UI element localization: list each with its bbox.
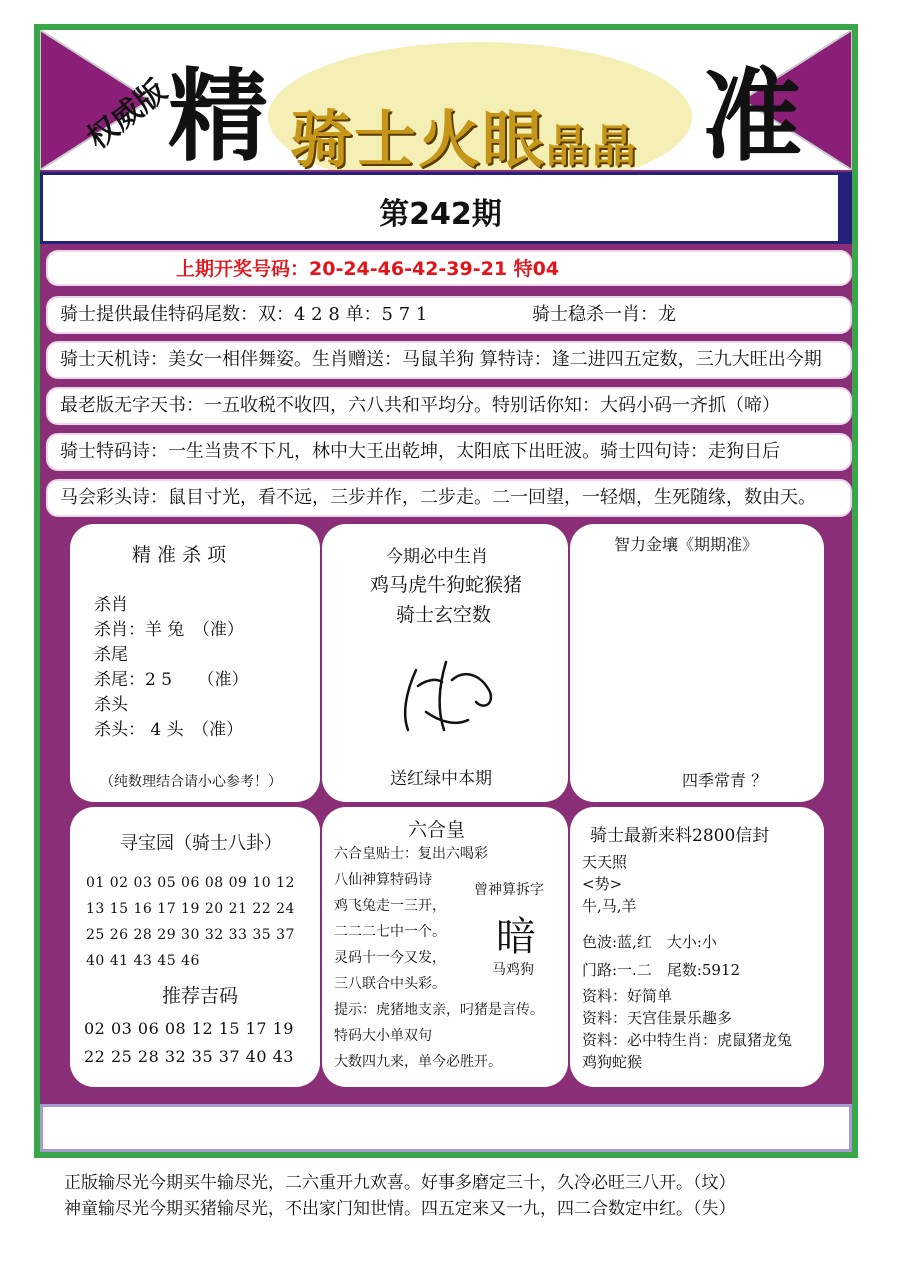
- tail-numbers: 骑士提供最佳特码尾数：双：4 2 8 单：5 7 1: [60, 304, 428, 325]
- latest-line: 资料：好简单: [582, 987, 673, 1005]
- kill-note: （纯数理结合请小心参考！）: [100, 774, 282, 790]
- info-row-1: [46, 296, 852, 334]
- kill-line: 杀尾：2 5 （准）: [94, 670, 249, 690]
- treasure-row: 25 26 28 29 30 32 33 35 37: [86, 927, 295, 943]
- right-top-foot: 四季常青 ？: [682, 771, 768, 790]
- info-row-3: [46, 387, 852, 425]
- liuhe-line: 六合皇贴士：复出六喝彩: [334, 846, 488, 862]
- liuhe-line: 八仙神算特码诗: [334, 872, 432, 888]
- footer-line-1: 正版输尽光今期买牛输尽光，二六重开九欢喜。好事多磨定三十，久冷必旺三八开。（坟）: [64, 1173, 736, 1193]
- info-row-4: [46, 433, 852, 471]
- latest-title: 骑士最新来料2800信封: [590, 826, 770, 846]
- treasure-row: 13 15 16 17 19 20 21 22 24: [86, 901, 295, 917]
- latest-line: 色波:蓝,红 大小:小: [582, 933, 717, 951]
- right-top-box: [570, 524, 824, 802]
- kill-line: 杀头: [94, 695, 128, 715]
- liuhe-line: 特码大小单双句: [334, 1028, 432, 1044]
- liuhe-line: 鸡飞兔走一三开，: [334, 898, 446, 914]
- issue-bar: [40, 172, 852, 244]
- recommend-title: 推荐吉码: [162, 985, 239, 1007]
- treasure-box: [70, 807, 320, 1087]
- latest-line: 门路:一.二 尾数:5912: [582, 961, 741, 979]
- chaizi-sub: 马鸡狗: [492, 962, 534, 978]
- liuhe-line: 提示：虎猪地支亲，叼猪是言传。: [334, 1002, 544, 1018]
- liuhe-line: 大数四九来，单今必胜开。: [334, 1054, 502, 1070]
- chaizi-char: 暗: [496, 914, 536, 960]
- kill-line: 杀尾: [94, 645, 128, 665]
- zodiac-animals: 鸡马虎牛狗蛇猴猪: [370, 574, 523, 596]
- right-big-char: 准: [702, 57, 802, 170]
- chaizi-title: 曾神算拆字: [474, 882, 544, 898]
- liuhe-line: 二二二七中一个。: [334, 924, 446, 940]
- footer-line-2: 神童输尽光今期买猪输尽光，不出家门知世情。四五定来又一九，四二合数定中红。（失）: [64, 1199, 736, 1219]
- zodiac-sub: 骑士玄空数: [396, 604, 492, 626]
- kill-zodiac: 骑士稳杀一肖：龙: [532, 304, 676, 325]
- liuhe-title: 六合皇: [408, 819, 466, 841]
- kill-title: 精 准 杀 项: [132, 544, 227, 566]
- zodiac-box: [322, 524, 568, 802]
- badge-label: 权威版: [80, 73, 174, 157]
- last-draw-numbers: 上期开奖号码：20-24-46-42-39-21 特04: [176, 258, 560, 280]
- liuhe-line: 灵码十一今又发，: [334, 950, 446, 966]
- handwritten-glyph: [396, 652, 506, 736]
- kill-line: 杀头： 4 头 （准）: [94, 720, 244, 740]
- blank-bottom-bar: [40, 1104, 852, 1152]
- treasure-row: 40 41 43 45 46: [86, 953, 200, 969]
- poem-line: 最老版无字天书：一五收税不收四，六八共和平均分。特别话你知：大码小码一齐抓（啼）: [60, 395, 780, 416]
- treasure-row: 01 02 03 05 06 08 09 10 12: [86, 875, 295, 891]
- info-row-2: [46, 341, 852, 379]
- latest-line: 资料：天宫佳景乐趣多: [582, 1009, 733, 1027]
- latest-line: <势>: [582, 875, 623, 893]
- latest-line: 牛,马,羊: [582, 897, 637, 915]
- latest-line: 鸡狗蛇猴: [582, 1053, 643, 1071]
- treasure-title: 寻宝园（骑士八卦）: [120, 833, 282, 854]
- left-big-char: 精: [168, 57, 268, 170]
- brand-title: [290, 90, 638, 170]
- poem-line: 马会彩头诗：鼠目寸光，看不远，三步并作，二步走。二一回望，一轻烟，生死随缘，数由天。: [60, 487, 816, 508]
- latest-line: 天天照: [582, 853, 628, 871]
- latest-box: [570, 807, 824, 1087]
- recommend-row: 02 03 06 08 12 15 17 19: [84, 1019, 294, 1038]
- kill-box: [70, 524, 320, 802]
- latest-line: 资料：必中特生肖：虎鼠猪龙兔: [582, 1031, 793, 1049]
- kill-line: 杀肖: [94, 595, 128, 615]
- brand-name: 骑士火眼: [290, 103, 547, 170]
- kill-line: 杀肖：羊 兔 （准）: [94, 620, 244, 640]
- header-banner: [40, 30, 852, 170]
- zodiac-title: 今期必中生肖: [386, 547, 488, 567]
- liuhe-line: 三八联合中头彩。: [334, 976, 446, 992]
- poem-line: 骑士天机诗：美女一相伴舞姿。生肖赠送：马鼠羊狗 算特诗：逢二进四五定数，三九大旺出今期: [60, 349, 822, 370]
- right-top-title: 智力金壤《期期准》: [614, 535, 759, 554]
- issue-number: 第242期: [379, 197, 502, 232]
- recommend-row: 22 25 28 32 35 37 40 43: [84, 1047, 294, 1066]
- zodiac-foot: 送红绿中本期: [390, 769, 492, 789]
- brand-suffix: 晶晶: [546, 121, 639, 170]
- info-row-5: [46, 479, 852, 517]
- poem-line: 骑士特码诗：一生当贵不下凡，林中大王出乾坤，太阳底下出旺波。骑士四句诗：走狗日后: [60, 441, 780, 462]
- liuhe-box: [322, 807, 568, 1087]
